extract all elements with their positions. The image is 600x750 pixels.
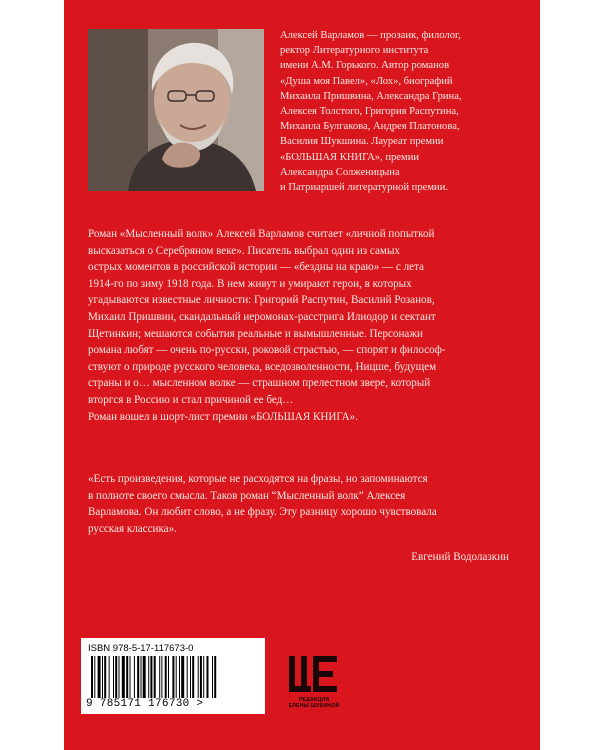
- author-portrait-image: [88, 29, 264, 191]
- quote-author: Евгений Водолазкин: [411, 551, 509, 563]
- book-description: Роман «Мысленный волк» Алексей Варламов считает «личной попыткой высказаться о Серебряном веке». Писатель выбрал один из самых острых моментов в российской истории — «бездны на краю» — с лета 1914-го по зиму 1918 года. В нем живут и умирают герои, в которых угадываются известные личности: Григорий Распутин, Василий Розанов, Михаил Пришвин, скандальный иеромонах-расстрига Илиодор и сектант Щетинкин; мешаются события реальные и вымышленные. Персонажи романа любят — очень по-русски, роковой страстью, — спорят и философ- ствуют о природе русского человека, вседозволенности, Ницше, будущем страны и о… мысленном волке — страшном прелестном звере, который вторгся в Россию и стал причиной ее бед… Роман вошел в шорт-лист премии «БОЛЬШАЯ КНИГА».: [88, 228, 446, 423]
- back-cover: [64, 0, 540, 750]
- publisher-imprint: РЕДАКЦИЯ ЕЛЕНЫ ШУБИНОЙ: [288, 697, 340, 709]
- barcode-icon: [91, 656, 255, 698]
- publisher-logo-icon: [289, 654, 339, 694]
- review-quote: «Есть произведения, которые не расходятся на фразы, но запоминаются в полноте своего смысла. Таков роман “Мысленный волк” Алексея Варламова. Он любит слово, а не фразу. Эту разницу хорошо чувствовала русская классика».: [88, 473, 437, 535]
- barcode-number: 9 785171 176730 >: [86, 698, 204, 710]
- barcode-panel: [81, 638, 265, 714]
- author-photo: [88, 29, 264, 191]
- isbn-label: ISBN 978-5-17-117673-0: [88, 643, 194, 654]
- publisher-logo: [283, 654, 345, 712]
- author-bio: Алексей Варламов — прозаик, филолог, ректор Литературного института имени А.М. Горького. Автор романов «Душа моя Павел», «Лох», биографий Михаила Пришвина, Александра Грина, Алексея Толстого, Григория Распутина, Михаила Булгакова, Андрея Платонова, Василия Шукшина. Лауреат премии «БОЛЬШАЯ КНИГА», премии Александра Солженицына и Патриаршей литературной премии.: [280, 30, 462, 194]
